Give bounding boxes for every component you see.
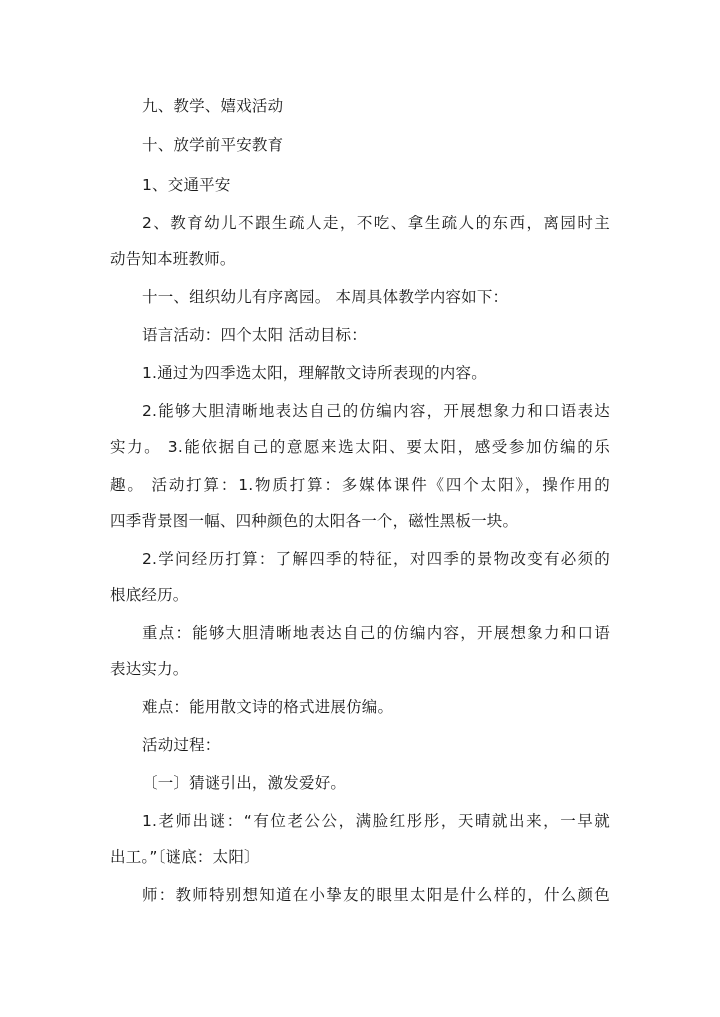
text-line-12: 四季背景图一幅、四种颜色的太阳各一个，磁性黑板一块。 bbox=[110, 512, 519, 530]
text-line-11: 趣。 活动打算：1.物质打算：多媒体课件《四个太阳》，操作用的 bbox=[110, 476, 610, 494]
text-line-7: 语言活动：四个太阳 活动目标： bbox=[142, 326, 367, 344]
text-line-15: 重点：能够大胆清晰地表达自己的仿编内容，开展想象力和口语 bbox=[142, 624, 610, 642]
text-line-22: 师：教师特别想知道在小挚友的眼里太阳是什么样的，什么颜色 bbox=[142, 886, 610, 904]
text-line-5: 动告知本班教师。 bbox=[110, 250, 236, 268]
text-line-14: 根底经历。 bbox=[110, 586, 189, 604]
text-line-21: 出工。”〔谜底：太阳〕 bbox=[110, 848, 260, 866]
text-line-2: 十、放学前平安教育 bbox=[142, 136, 284, 154]
text-line-1: 九、教学、嬉戏活动 bbox=[142, 97, 284, 115]
text-line-20: 1.老师出谜：“有位老公公，满脸红彤彤，天晴就出来，一早就 bbox=[142, 812, 610, 830]
text-line-16: 表达实力。 bbox=[110, 660, 189, 678]
text-line-10: 实力。 3.能依据自己的意愿来选太阳、要太阳，感受参加仿编的乐 bbox=[110, 438, 610, 456]
text-line-17: 难点：能用散文诗的格式进展仿编。 bbox=[142, 698, 394, 716]
text-line-13: 2.学问经历打算：了解四季的特征，对四季的景物改变有必须的 bbox=[142, 550, 610, 568]
text-line-4: 2、教育幼儿不跟生疏人走，不吃、拿生疏人的东西，离园时主 bbox=[142, 214, 610, 232]
text-line-19: 〔一〕猜谜引出，激发爱好。 bbox=[142, 774, 347, 792]
text-line-8: 1.通过为四季选太阳，理解散文诗所表现的内容。 bbox=[142, 364, 487, 382]
text-line-18: 活动过程： bbox=[142, 736, 221, 754]
text-line-9: 2.能够大胆清晰地表达自己的仿编内容，开展想象力和口语表达 bbox=[142, 402, 610, 420]
text-line-3: 1、交通平安 bbox=[142, 176, 231, 194]
text-line-6: 十一、组织幼儿有序离园。 本周具体教学内容如下： bbox=[142, 288, 509, 306]
